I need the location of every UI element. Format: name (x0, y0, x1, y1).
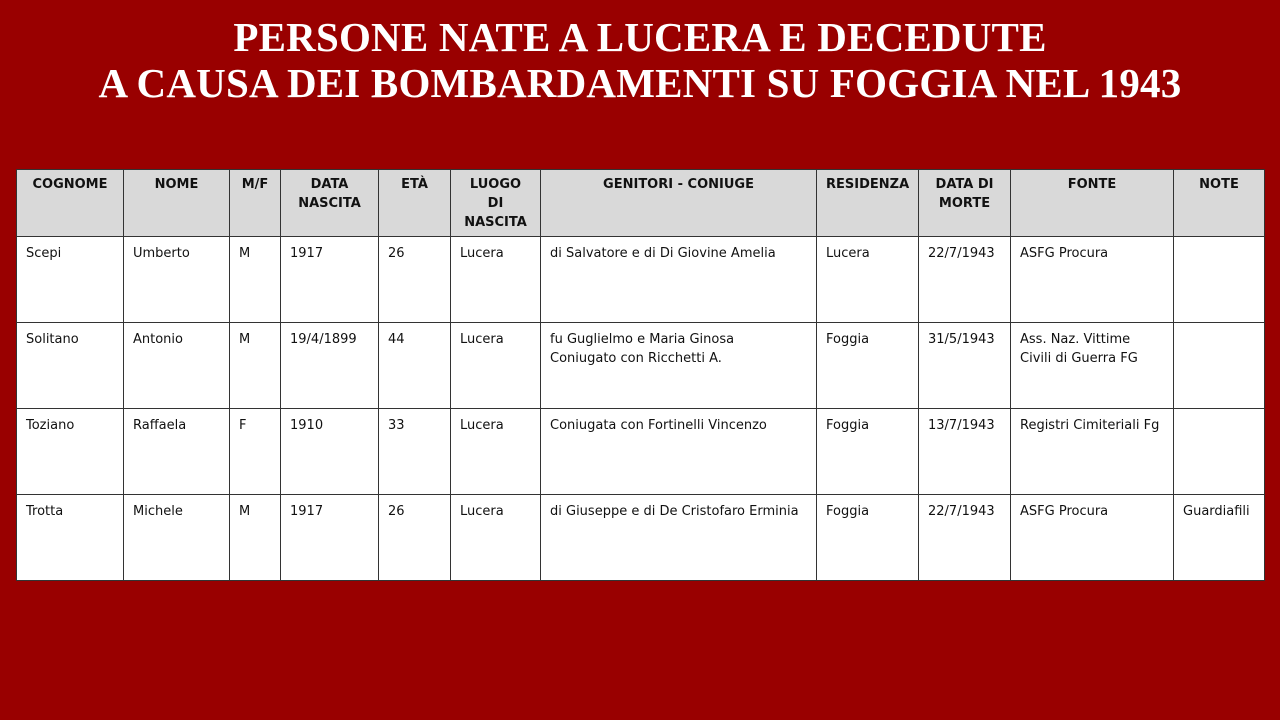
cell-fonte: Registri Cimiteriali Fg (1011, 409, 1174, 495)
cell-fonte: Ass. Naz. Vittime Civili di Guerra FG (1011, 323, 1174, 409)
cell-data-nascita: 1917 (281, 237, 379, 323)
cell-luogo-nascita: Lucera (451, 495, 541, 581)
cell-luogo-nascita: Lucera (451, 237, 541, 323)
cell-nome: Umberto (124, 237, 230, 323)
cell-luogo-nascita: Lucera (451, 409, 541, 495)
cell-eta: 44 (379, 323, 451, 409)
cell-residenza: Lucera (817, 237, 919, 323)
header-genitori-coniuge: GENITORI - CONIUGE (541, 170, 817, 237)
header-eta: ETÀ (379, 170, 451, 237)
cell-sesso: M (230, 323, 281, 409)
cell-sesso: F (230, 409, 281, 495)
header-note: NOTE (1174, 170, 1265, 237)
table-row (17, 409, 1265, 495)
cell-data-morte: 31/5/1943 (919, 323, 1011, 409)
header-cognome: COGNOME (17, 170, 124, 237)
cell-residenza: Foggia (817, 495, 919, 581)
cell-genitori-coniuge: fu Guglielmo e Maria Ginosa Coniugato con Ricchetti A. (541, 323, 817, 409)
cell-cognome: Trotta (17, 495, 124, 581)
cell-data-nascita: 1917 (281, 495, 379, 581)
cell-residenza: Foggia (817, 323, 919, 409)
header-data-nascita: DATA NASCITA (281, 170, 379, 237)
table-row (17, 237, 1265, 323)
cell-sesso: M (230, 495, 281, 581)
cell-genitori-coniuge: di Giuseppe e di De Cristofaro Erminia (541, 495, 817, 581)
cell-genitori-coniuge: Coniugata con Fortinelli Vincenzo (541, 409, 817, 495)
table-row (17, 495, 1265, 581)
header-fonte: FONTE (1011, 170, 1174, 237)
cell-nome: Michele (124, 495, 230, 581)
header-residenza: RESIDENZA (817, 170, 919, 237)
cell-note (1174, 409, 1265, 495)
header-sesso: M/F (230, 170, 281, 237)
cell-residenza: Foggia (817, 409, 919, 495)
table-header-row (17, 170, 1265, 237)
cell-luogo-nascita: Lucera (451, 323, 541, 409)
cell-eta: 33 (379, 409, 451, 495)
cell-eta: 26 (379, 495, 451, 581)
cell-nome: Raffaela (124, 409, 230, 495)
victims-table (16, 169, 1265, 581)
cell-data-morte: 22/7/1943 (919, 237, 1011, 323)
header-nome: NOME (124, 170, 230, 237)
cell-sesso: M (230, 237, 281, 323)
cell-eta: 26 (379, 237, 451, 323)
cell-cognome: Toziano (17, 409, 124, 495)
cell-data-morte: 13/7/1943 (919, 409, 1011, 495)
cell-data-nascita: 1910 (281, 409, 379, 495)
cell-data-morte: 22/7/1943 (919, 495, 1011, 581)
table-row (17, 323, 1265, 409)
cell-nome: Antonio (124, 323, 230, 409)
cell-fonte: ASFG Procura (1011, 495, 1174, 581)
cell-cognome: Scepi (17, 237, 124, 323)
page-title (0, 14, 1280, 106)
cell-note (1174, 323, 1265, 409)
cell-data-nascita: 19/4/1899 (281, 323, 379, 409)
header-luogo-nascita: LUOGO DI NASCITA (451, 170, 541, 237)
cell-note (1174, 237, 1265, 323)
header-data-morte: DATA DI MORTE (919, 170, 1011, 237)
cell-genitori-coniuge: di Salvatore e di Di Giovine Amelia (541, 237, 817, 323)
title-line-2: A CAUSA DEI BOMBARDAMENTI SU FOGGIA NEL 1943 (98, 60, 1182, 106)
cell-fonte: ASFG Procura (1011, 237, 1174, 323)
title-line-1: PERSONE NATE A LUCERA E DECEDUTE (233, 14, 1047, 60)
cell-cognome: Solitano (17, 323, 124, 409)
cell-note: Guardiafili (1174, 495, 1265, 581)
